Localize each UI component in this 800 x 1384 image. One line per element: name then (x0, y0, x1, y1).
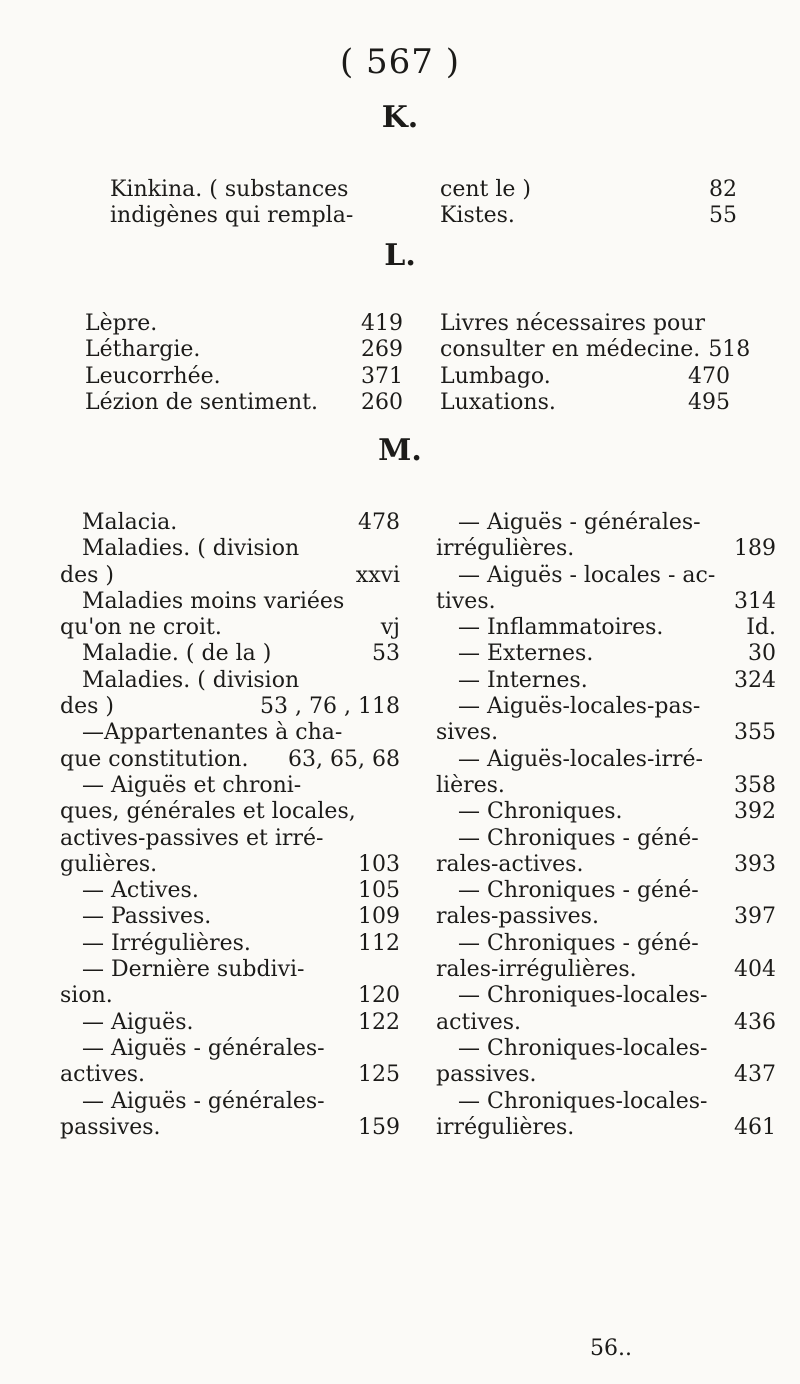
entry-text: — Aiguës - générales- (458, 510, 701, 535)
entry-page-number: 419 (361, 311, 403, 336)
index-entry (436, 563, 776, 589)
entry-text: irrégulières. (436, 536, 575, 562)
entry-page-number: 260 (361, 389, 403, 415)
index-entry (85, 311, 403, 337)
entry-page-number: 404 (734, 957, 776, 983)
entry-text: — Dernière subdivi- (82, 957, 305, 983)
entry-text: rales-passives. (436, 904, 599, 930)
entry-page-number: 355 (734, 720, 776, 746)
entry-text: — Irrégulières. (82, 930, 251, 956)
entry-text: rales-irrégulières. (436, 957, 637, 983)
section-l-right-column (440, 311, 751, 416)
entry-text: Lézion de sentiment. (85, 389, 318, 415)
index-entry (60, 904, 400, 930)
entry-text: indigènes qui rempla- (110, 203, 354, 229)
entry-text: — Internes. (458, 667, 588, 693)
entry-text: sion. (60, 983, 113, 1009)
entry-text: consulter en médecine. (440, 337, 701, 363)
index-entry (436, 615, 776, 641)
entry-text: Kinkina. ( substances (110, 177, 349, 202)
entry-text: rales-actives. (436, 851, 584, 877)
entry-text: — Inflammatoires. (458, 615, 664, 641)
index-entry (436, 1115, 776, 1141)
entry-text: — Aiguës - générales- (82, 1035, 325, 1061)
index-entry (60, 747, 400, 773)
entry-text: — Chroniques - géné- (458, 878, 699, 904)
entry-text: Leucorrhée. (85, 363, 221, 389)
entry-text: — Chroniques - géné- (458, 930, 699, 956)
entry-text: cent le ) (440, 177, 531, 202)
entry-page-number: 397 (734, 904, 776, 930)
entry-text: — Chroniques-locales- (458, 1035, 708, 1061)
index-entry (110, 177, 415, 203)
entry-page-number: 470 (688, 363, 730, 389)
entry-text: — Passives. (82, 904, 212, 930)
entry-text: actives. (60, 1062, 146, 1088)
index-entry (60, 1115, 400, 1141)
section-letter-k: K. (381, 100, 419, 135)
index-entry (60, 1062, 400, 1088)
entry-page-number: 53 , 76 , 118 (260, 694, 400, 720)
index-entry (436, 1089, 776, 1115)
entry-page-number: xxvi (355, 562, 400, 588)
entry-text: — Aiguës - locales - ac- (458, 562, 716, 588)
index-entry (436, 589, 776, 615)
index-entry (60, 694, 400, 720)
entry-page-number: 371 (361, 363, 403, 389)
index-entry (440, 337, 751, 363)
entry-text: ques, générales et locales, (60, 799, 356, 825)
entry-text: — Aiguës-locales-irré- (458, 746, 703, 772)
section-m-left-column (60, 510, 400, 1141)
index-entry (436, 799, 776, 825)
entry-text: — Chroniques-locales- (458, 983, 708, 1009)
entry-text: sives. (436, 720, 499, 746)
index-entry (440, 390, 730, 416)
entry-text: Livres nécessaires pour (440, 311, 705, 336)
index-entry (85, 390, 403, 416)
entry-page-number: 103 (358, 851, 400, 877)
entry-text: — Chroniques - géné- (458, 825, 699, 851)
index-entry (436, 720, 776, 746)
index-entry (436, 878, 776, 904)
entry-text: — Externes. (458, 641, 594, 667)
entry-text: lières. (436, 772, 505, 798)
index-entry (60, 720, 400, 746)
index-entry (60, 510, 400, 536)
index-entry (436, 1010, 776, 1036)
entry-text: Kistes. (440, 203, 515, 229)
entry-text: Lumbago. (440, 363, 551, 389)
index-entry (60, 615, 400, 641)
entry-page-number: 495 (688, 389, 730, 415)
section-m-right-column (436, 510, 776, 1141)
entry-text: irrégulières. (436, 1114, 575, 1140)
entry-text: — Actives. (82, 878, 199, 904)
index-entry (436, 747, 776, 773)
entry-page-number: vj (380, 615, 400, 641)
index-entry (436, 773, 776, 799)
entry-page-number: 437 (734, 1062, 776, 1088)
entry-page-number: 30 (748, 641, 776, 667)
index-entry (60, 773, 400, 799)
index-entry (60, 563, 400, 589)
section-letter-m: M. (378, 433, 422, 468)
entry-page-number: 324 (734, 667, 776, 693)
index-entry (436, 694, 776, 720)
index-entry (436, 852, 776, 878)
index-entry (440, 364, 730, 390)
entry-text: Maladies. ( division (82, 536, 300, 562)
entry-text: — Aiguës-locales-pas- (458, 694, 701, 720)
entry-page-number: 55 (709, 203, 737, 229)
entry-text: actives. (436, 1009, 522, 1035)
entry-text: passives. (60, 1114, 161, 1140)
index-entry (60, 1010, 400, 1036)
entry-text: Malacia. (82, 510, 178, 535)
entry-page-number: 393 (734, 851, 776, 877)
entry-text: —Appartenantes à cha- (82, 720, 343, 746)
entry-page-number: 518 (708, 337, 751, 363)
index-entry (436, 668, 776, 694)
entry-page-number: 53 (372, 641, 400, 667)
entry-page-number: 189 (734, 536, 776, 562)
section-k-left-column (110, 177, 415, 230)
entry-page-number: 461 (734, 1114, 776, 1140)
entry-page-number: 112 (358, 930, 400, 956)
entry-text: Maladies. ( division (82, 667, 300, 693)
index-entry (440, 311, 730, 337)
entry-text: qu'on ne croit. (60, 615, 222, 641)
entry-page-number: 120 (358, 983, 400, 1009)
index-entry (60, 1036, 400, 1062)
index-entry (60, 826, 400, 852)
entry-page-number: 125 (358, 1062, 400, 1088)
index-entry (60, 668, 400, 694)
entry-page-number: 269 (361, 337, 403, 363)
entry-text: que constitution. (60, 746, 249, 772)
index-entry (436, 957, 776, 983)
index-entry (436, 931, 776, 957)
entry-text: — Aiguës et chroni- (82, 772, 302, 798)
index-entry (436, 536, 776, 562)
index-entry (85, 337, 403, 363)
index-entry (60, 799, 400, 825)
index-entry (440, 203, 737, 229)
index-entry (436, 1062, 776, 1088)
entry-page-number: 105 (358, 878, 400, 904)
entry-text: tives. (436, 588, 496, 614)
entry-page-number: 122 (358, 1009, 400, 1035)
index-entry (60, 931, 400, 957)
index-entry (436, 904, 776, 930)
index-entry (60, 983, 400, 1009)
index-entry (436, 641, 776, 667)
entry-page-number: 63, 65, 68 (288, 746, 400, 772)
entry-text: Maladies moins variées (82, 588, 345, 614)
section-letter-l: L. (384, 238, 416, 273)
entry-page-number: 159 (358, 1114, 400, 1140)
entry-page-number: Id. (746, 615, 776, 641)
index-entry (110, 203, 415, 229)
entry-text: actives-passives et irré- (60, 825, 324, 851)
entry-page-number: 436 (734, 1009, 776, 1035)
index-entry (60, 852, 400, 878)
entry-page-number: 82 (709, 177, 737, 202)
entry-text: — Aiguës - générales- (82, 1088, 325, 1114)
entry-page-number: 314 (734, 588, 776, 614)
section-l-left-column (85, 311, 403, 416)
entry-text: passives. (436, 1062, 537, 1088)
catchword: 56.. (590, 1336, 632, 1361)
index-entry (60, 1089, 400, 1115)
entry-text: gulières. (60, 851, 158, 877)
section-k-right-column (440, 177, 737, 230)
entry-page-number: 392 (734, 799, 776, 825)
entry-page-number: 109 (358, 904, 400, 930)
index-entry (60, 589, 400, 615)
entry-text: des ) (60, 562, 114, 588)
entry-text: Luxations. (440, 389, 556, 415)
page-number: ( 567 ) (339, 42, 461, 82)
index-entry (436, 510, 776, 536)
entry-page-number: 358 (734, 772, 776, 798)
entry-text: — Chroniques. (458, 799, 623, 825)
entry-text: Léthargie. (85, 337, 201, 363)
index-entry (60, 957, 400, 983)
index-entry (436, 826, 776, 852)
entry-page-number: 478 (358, 510, 400, 535)
entry-text: — Chroniques-locales- (458, 1088, 708, 1114)
index-entry (85, 364, 403, 390)
index-entry (60, 536, 400, 562)
index-entry (60, 641, 400, 667)
entry-text: — Aiguës. (82, 1009, 194, 1035)
index-entry (436, 1036, 776, 1062)
index-entry (60, 878, 400, 904)
entry-text: Lèpre. (85, 311, 158, 336)
entry-text: Maladie. ( de la ) (82, 641, 272, 667)
index-entry (440, 177, 737, 203)
index-entry (436, 983, 776, 1009)
entry-text: des ) (60, 694, 114, 720)
